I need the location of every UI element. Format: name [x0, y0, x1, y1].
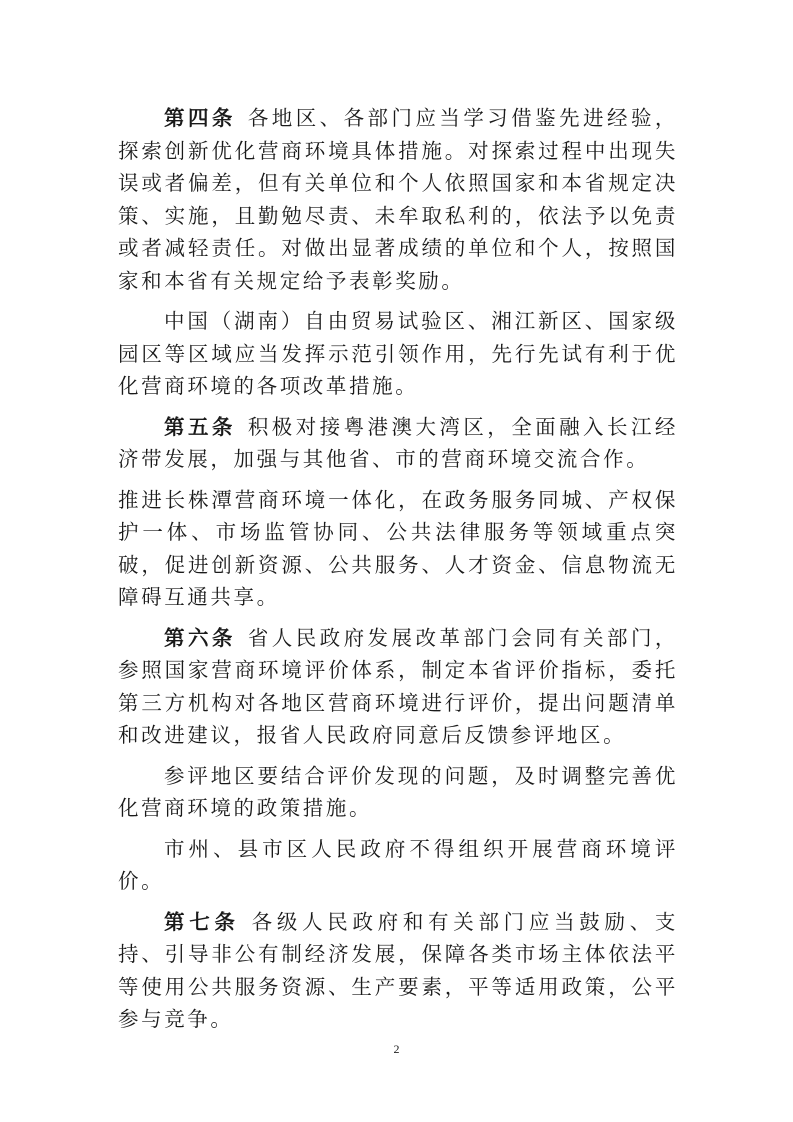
article-7-paragraph [118, 906, 678, 1036]
paragraph-text: 推进长株潭营商环境一体化，在政务服务同城、产权保护一体、市场监管协同、公共法律服务等领域重点突破，促进创新资源、公共服务、人才资金、信息物流无障碍互通共享。 [118, 487, 678, 609]
article-heading: 第五条 [164, 414, 236, 439]
article-heading: 第七条 [164, 909, 240, 934]
paragraph-text: 参评地区要结合评价发现的问题，及时调整完善优化营商环境的政策措施。 [118, 763, 678, 820]
article-6-paragraph [118, 622, 678, 752]
document-body [118, 102, 678, 1036]
article-5-paragraph-2 [118, 484, 678, 614]
paragraph-text: 省人民政府发展改革部门会同有关部门，参照国家营商环境评价体系，制定本省评价指标，委托第三方机构对各地区营商环境进行评价，提出问题清单和改进建议，报省人民政府同意后反馈参评地区。 [118, 625, 678, 747]
article-6-paragraph-2 [118, 760, 678, 825]
paragraph-text: 各级人民政府和有关部门应当鼓励、支持、引导非公有制经济发展，保障各类市场主体依法平等使用公共服务资源、生产要素，平等适用政策，公平参与竞争。 [118, 909, 678, 1031]
paragraph-text: 市州、县市区人民政府不得组织开展营商环境评价。 [118, 836, 678, 893]
page-number: 2 [393, 1042, 400, 1056]
article-4-paragraph-2 [118, 305, 678, 403]
article-heading: 第四条 [164, 106, 236, 130]
article-4-paragraph [118, 102, 678, 297]
article-5-paragraph [118, 411, 678, 476]
article-6-paragraph-3 [118, 833, 678, 898]
paragraph-text: 中国（湖南）自由贸易试验区、湘江新区、国家级园区等区域应当发挥示范引领作用，先行先试有利于优化营商环境的各项改革措施。 [118, 309, 678, 398]
article-heading: 第六条 [164, 625, 236, 650]
paragraph-text: 积极对接粤港澳大湾区，全面融入长江经济带发展，加强与其他省、市的营商环境交流合作。 [118, 414, 678, 471]
paragraph-text: 各地区、各部门应当学习借鉴先进经验，探索创新优化营商环境具体措施。对探索过程中出现失误或者偏差，但有关单位和个人依照国家和本省规定决策、实施，且勤勉尽责、未牟取私利的，依法予以免责或者减轻责任。对做出显著成绩的单位和个人，按照国家和本省有关规定给予表彰奖励。 [118, 106, 678, 293]
